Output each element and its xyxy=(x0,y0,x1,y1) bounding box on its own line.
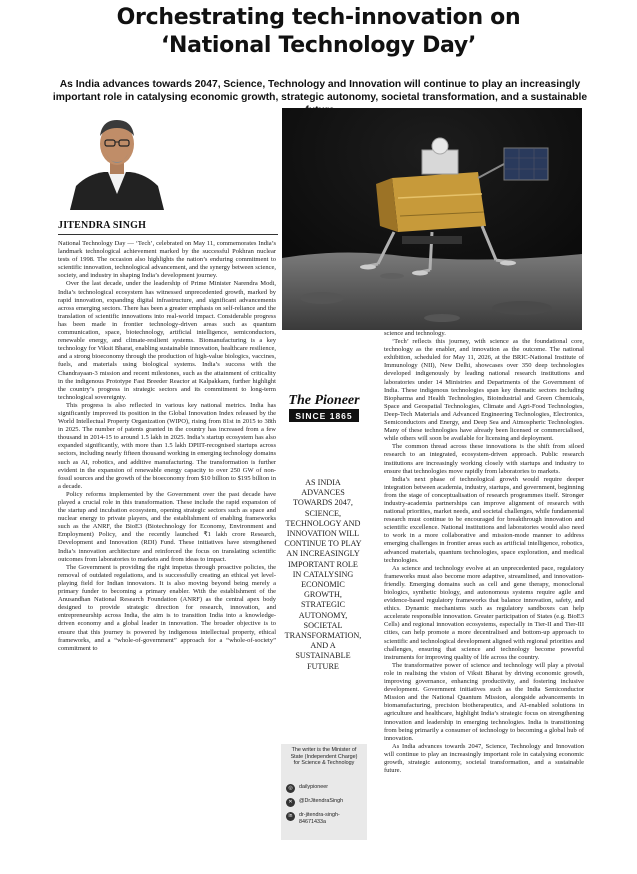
body-paragraph: Over the last decade, under the leadership of Prime Minister Narendra Modi, India’s technological ecosystem has witnessed unprecedented growth, marked by rapid innovation, expanding digital infrastructure, and significant advancements across emerging sectors. There has been a greater emphasis on self-reliance and the translation of scientific innovations into real-world impact. Considerable progress has been made in frontier technology-driven areas such as quantum communication, space, biotechnology, artificial intelligence, semiconductors, renewable energy, and climate-resilient systems. Biomanufacturing is a key technology for Viksit Bharat, enabling sustainable innovation, healthcare resilience, and a strong bioeconomy through the production of high-value biologics, vaccines, fuels, and materials using biological systems. India’s success with the Chandrayaan-3 mission and recent milestones, such as the attainment of criticality in the indigenous Prototype Fast Breeder Reactor at Kalpakkam, further highlight the country’s progress in strategic sectors and its commitment to long-term technological sovereignty. xyxy=(58,280,276,401)
standfirst: As India advances towards 2047, Science, Technology and Innovation will continue to play an increasingly important role in catalysing economic growth, strategic autonomy, societal transformation, and a sustainable xyxy=(52,79,588,103)
svg-text:SINCE 1865: SINCE 1865 xyxy=(295,411,353,421)
author-note: The writer is the Minister of State (Independent Charge) for Science & Technology xyxy=(290,747,358,767)
author-byline: JITENDRA SINGH xyxy=(58,220,147,231)
linkedin-icon: in xyxy=(286,812,295,821)
headline xyxy=(0,4,637,60)
instagram-icon: ◎ xyxy=(286,784,295,793)
body-paragraph: As science and technology evolve at an unprecedented pace, regulatory frameworks must also become more adaptive, streamlined, and innovation-friendly. Emerging domains such as cell and gene therapy, monoclonal biologics, synthetic biology, and autonomous systems require agile and evidence-based regulatory frameworks that balance innovation, safety, and ethics. Dynamic mechanisms such as regulatory sandboxes can help accelerate responsible innovation. Greater participation of States (e.g. BioE3 Cells) and regional innovation ecosystems, especially in Tier-II and Tier-III cities, can help promote a more decentralised and bottom-up approach to scientific and technological development aligned with regional priorities and challenges, ensuring that science and technology become powerful instruments for improving quality of life across the country. xyxy=(384,564,584,661)
body-paragraph: The transformative power of science and technology will play a pivotal role in realising the vision of Viksit Bharat by driving economic growth, improving governance, enhancing productivity, and fostering inclusive development. Government initiatives such as the India Semiconductor Mission and the National Quantum Mission, alongside advancements in biomanufacturing, precision biotherapeutics, and AI-enabled solutions in agriculture and healthcare, highlight India’s strategic focus on strengthening innovation and leadership in emerging technologies. India is transitioning from being primarily a consumer of technology to becoming a global hub of innovation. xyxy=(384,661,584,742)
social-linkedin[interactable] xyxy=(286,812,366,825)
social-x[interactable] xyxy=(286,798,366,807)
body-paragraph: This progress is also reflected in various key national metrics. India has significantly improved its position in the Global Innovation Index released by the World Intellectual Property Organization (WIPO), rising from 81st in 2015 to 38th in 2025. The number of patents granted in the country has increased from a few thousand in 2014-15 to around 1.5 lakh in 2025. India’s startup ecosystem has also expanded significantly, with more than 1.5 lakh DPIIT-recognised startups across sectors, including nearly fifteen thousand working in emerging technology domains such as AI, robotics, and additive manufacturing. The transformation is further evident in the expansion of renewable energy capacity to over 250 GW of non-fossil sources and the growth of the bioeconomy from $10 billion to $195 billion in a decade. xyxy=(58,401,276,490)
article-column-right xyxy=(384,330,584,775)
byline-divider xyxy=(58,234,278,235)
body-paragraph: The common thread across these innovations is the shift from siloed research to an integrated, ecosystem-driven approach. Public research institutions are increasingly working closely with startups and industry to ensure that technologies move rapidly from laboratories to markets. xyxy=(384,443,584,475)
body-paragraph: The Government is providing the right impetus through proactive policies, the removal of outdated regulations, and is successfully creating an ethical yet level-playing field for Indian innovators. It is also moving beyond being merely a primary funder to becoming a primary enabler. With the establishment of the Anusandhan National Research Foundation (ANRF) as the central apex body designed to provide strategic direction for research, innovation, and entrepreneurship across India, the aim is to transition India into a knowledge-driven economy and a global leader in innovation. The broader objective is to ensure that this journey is powered by indigenous intellectual property, ethical frameworks, and a “whole-of-government” approach for a “whole-of-society” commitment to xyxy=(58,563,276,652)
x-icon: ✕ xyxy=(286,798,295,807)
headline-line-2: ‘National Technology Day’ xyxy=(160,33,476,58)
svg-text:The Pioneer: The Pioneer xyxy=(288,393,360,408)
social-handle: @DrJitendraSingh xyxy=(299,798,344,804)
lunar-lander-image xyxy=(282,108,582,330)
social-handle: dailypioneer xyxy=(299,784,329,790)
pull-quote: AS INDIA ADVANCES TOWARDS 2047, SCIENCE, TECHNOLOGY AND INNOVATION WILL CONTINUE TO PLAY AN INCREASINGLY IMPORTANT ROLE IN CATALYSING ECONOMIC GROWTH, STRATEGIC AUTONOMY, SOCIETAL TRANSFORMATION, AND A SUSTAINABLE FUTURE xyxy=(284,478,362,671)
social-instagram[interactable] xyxy=(286,784,366,793)
body-paragraph: ‘Tech’ reflects this journey, with science as the foundational core, technology as the enabler, and innovation as the outcome. The national exhibition, scheduled for May 11, 2026, at the BRIC-National Institute of Immunology (NII), New Delhi, showcases over 350 deep technologies developed indigenously by leading national research institutions and laboratories under 14 Ministries and Departments of the Government of India. These indigenous technologies span key thematic sectors including Biopharma and Health Technologies, Bioindustrial and Green Chemicals, Space and Geospatial Technologies, Climate and Agri-Food Technologies, Deep-Tech Materials and Advanced Engineering Technologies, Electronics, Semiconductors and Energy, and Deep Sea and Atmospheric Technologies. Many of these technologies have already been licensed or commercialised, while others will soon be available for licensing and deployment. xyxy=(384,338,584,443)
pioneer-logo xyxy=(283,380,365,436)
article-column-left xyxy=(58,240,276,653)
author-portrait xyxy=(58,110,176,210)
body-paragraph: As India advances towards 2047, Science, Technology and Innovation will continue to play an increasingly important role in catalysing economic growth, strategic autonomy, societal transformation, and a sustainable future. xyxy=(384,742,584,775)
body-paragraph: science and technology. xyxy=(384,330,446,337)
body-paragraph: Policy reforms implemented by the Government over the past decade have played a crucial role in this transformation. These include the rapid expansion of the startup and incubation ecosystem, opening strategic sectors such as space and nuclear energy to private players, and the establishment of enabling frameworks such as the ANRF, the BioE3 (Biotechnology for Economy, Environment and Employment) Policy, and the recently launched ₹1 lakh crore Research, Development and Innovation (RDI) Fund. These initiatives have strengthened India’s innovation architecture and reinforced the focus on translating scientific outcomes from laboratories to markets and from ideas to impact. xyxy=(58,490,276,563)
body-paragraph: National Technology Day — ‘Tech’, celebrated on May 11, commemorates India’s landmark technological achievement marked by the successful Pokhran nuclear tests of 1998. The occasion also highlights the nation’s enduring commitment to scientific innovation, technological advancement, and the synergy between science, society, and industry in shaping India’s development journey. xyxy=(58,240,276,280)
headline-line-1: Orchestrating tech-innovation on xyxy=(116,5,521,30)
body-paragraph: India’s next phase of technological growth would require deeper integration between academia, industry, startups, and government, beginning from the stage of conceptualisation of research programmes itself. Stronger industry-academia partnerships can improve alignment of research with national priorities, market needs, and societal challenges, while fundamental research must continue to be encouraged for breakthrough innovation and scientific excellence. National institutions and laboratories would also need to work in a more collaborative and mission-mode manner to address emerging challenges in frontier areas such as artificial intelligence, robotics, advanced materials, quantum technologies, space exploration, and medical technologies. xyxy=(384,475,584,564)
social-handle: dr-jitendra-singh-84671433a xyxy=(299,812,340,825)
